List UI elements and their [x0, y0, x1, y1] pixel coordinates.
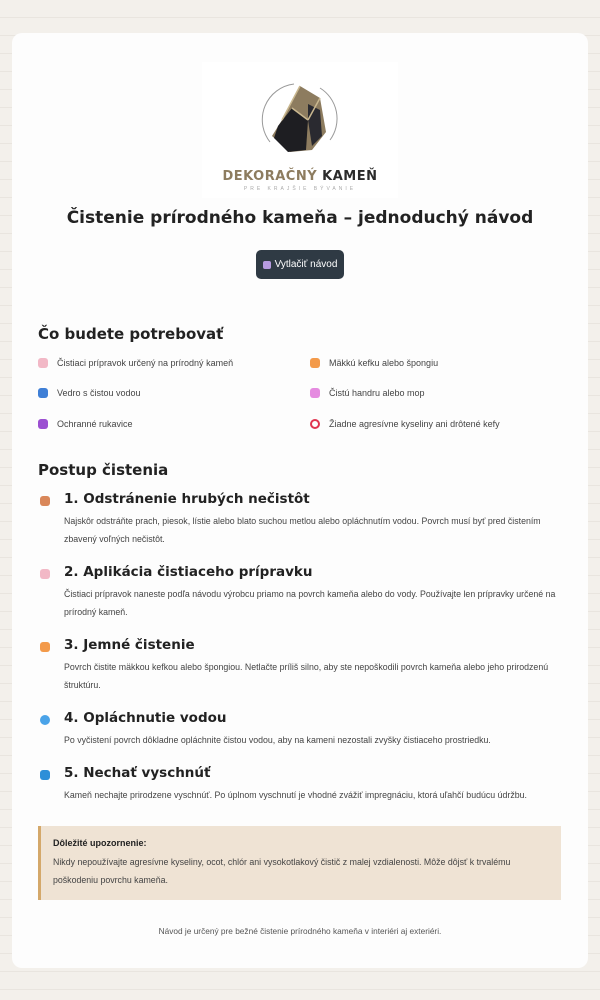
needs-list-item [38, 388, 141, 398]
step-text: Po vyčistení povrch dôkladne opláchnite čistou vodou, aby na kameni nezostali zvyšky čistiaceho prostriedku. [64, 735, 491, 745]
lotion-bottle-icon [40, 569, 50, 579]
needs-item-label: Mäkkú kefku alebo špongiu [329, 358, 439, 368]
brand-tagline: PRE KRAJŠIE BÝVANIE [243, 186, 357, 192]
step-item [38, 637, 563, 694]
needs-list-item [310, 358, 438, 368]
warning-box [38, 826, 561, 900]
needs-heading: Čo budete potrebovať [38, 325, 224, 343]
gloves-icon [38, 419, 48, 429]
warning-text: Nikdy nepoužívajte agresívne kyseliny, ocot, chlór ani vysokotlakový čistič z malej vzdialenosti. Môže dôjsť k trvalému poškodeniu povrchu kameňa. [53, 857, 511, 885]
brand-name: DEKORAČNÝ [222, 169, 318, 184]
brand-name-bold: KAMEŇ [322, 169, 378, 184]
step-text: Najskôr odstráňte prach, piesok, lístie alebo blato suchou metlou alebo opláchnutím vodou. Povrch musí byť pred čistením zbavený voľných nečistôt. [64, 516, 541, 544]
prohibited-icon [310, 419, 320, 429]
lotion-bottle-icon [38, 358, 48, 368]
needs-item-label: Čistú handru alebo mop [329, 388, 425, 398]
needs-list-item [310, 388, 425, 398]
droplet-icon [40, 715, 50, 725]
stone-logo-icon [260, 80, 340, 162]
needs-item-label: Ochranné rukavice [57, 419, 133, 429]
drying-icon [40, 770, 50, 780]
logo [202, 62, 398, 198]
page-title: Čistenie prírodného kameňa – jednoduchý návod [66, 208, 534, 228]
step-title: 2. Aplikácia čistiaceho prípravku [64, 564, 313, 580]
footer-note: Návod je určený pre bežné čistenie prírodného kameňa v interiéri aj exteriéri. [158, 926, 442, 936]
needs-item-label: Čistiaci prípravok určený na prírodný kameň [57, 358, 234, 368]
needs-list-item [310, 419, 500, 429]
broom-icon [40, 496, 50, 506]
step-item [38, 491, 563, 548]
step-text: Čistiaci prípravok naneste podľa návodu výrobcu priamo na povrch kameňa alebo do vody. Používajte len prípravky určené na prírodný kameň. [64, 589, 556, 617]
step-item [38, 710, 563, 750]
printer-icon [263, 261, 271, 269]
step-text: Povrch čistite mäkkou kefkou alebo špongiou. Netlačte príliš silno, aby ste nepoškodili povrch kameňa alebo jeho prirodzenú štruktúru. [64, 662, 549, 690]
step-title: 3. Jemné čistenie [64, 637, 195, 653]
cloth-icon [310, 388, 320, 398]
step-item [38, 564, 563, 621]
needs-list-item [38, 358, 233, 368]
print-button[interactable] [256, 250, 344, 279]
needs-list-item [38, 419, 133, 429]
warning-title: Dôležité upozornenie: [53, 838, 147, 848]
guide-card [12, 33, 588, 968]
step-title: 4. Opláchnutie vodou [64, 710, 227, 726]
sponge-icon [310, 358, 320, 368]
needs-item-label: Žiadne agresívne kyseliny ani drôtené kefy [329, 419, 500, 429]
bucket-icon [38, 388, 48, 398]
print-button-label: Vytlačiť návod [274, 259, 338, 270]
step-text: Kameň nechajte prirodzene vyschnúť. Po úplnom vyschnutí je vhodné zvážiť impregnáciu, ktorá uľahčí budúcu údržbu. [64, 790, 527, 800]
step-title: 5. Nechať vyschnúť [64, 765, 211, 781]
procedure-heading: Postup čistenia [38, 461, 169, 479]
needs-item-label: Vedro s čistou vodou [57, 388, 141, 398]
step-item [38, 765, 563, 805]
step-title: 1. Odstránenie hrubých nečistôt [64, 491, 310, 507]
sponge-icon [40, 642, 50, 652]
